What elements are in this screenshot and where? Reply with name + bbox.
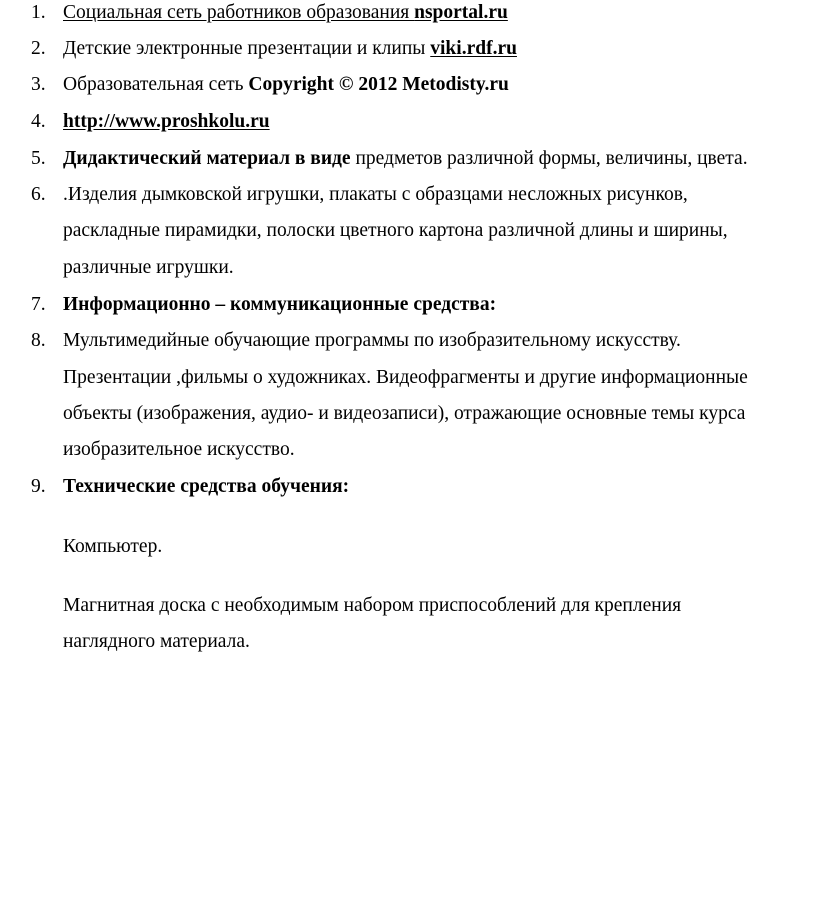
list-text-line: раскладные пирамидки, полоски цветного картона различной длины и ширины, xyxy=(63,220,728,241)
list-text xyxy=(63,72,509,98)
list-text xyxy=(63,292,496,318)
list-text-line: изобразительное искусство. xyxy=(63,439,295,460)
copyright-text: Copyright © 2012 Metodisty.ru xyxy=(248,74,509,95)
bold-heading: Технические средства обучения: xyxy=(63,476,350,497)
viki-link[interactable]: viki.rdf.ru xyxy=(430,38,517,59)
list-text xyxy=(63,0,508,26)
list-text-line: различные игрушки. xyxy=(63,257,234,278)
list-number: 7. xyxy=(31,294,46,315)
paragraph-text: Компьютер. xyxy=(63,536,163,557)
link-text: Социальная сеть работников образования xyxy=(63,2,415,23)
bold-heading: Информационно – коммуникационные средства: xyxy=(63,294,497,315)
list-number: 3. xyxy=(31,74,46,95)
list-number: 5. xyxy=(31,148,46,169)
bold-heading: Дидактический материал в виде xyxy=(63,148,351,169)
list-number: 6. xyxy=(31,184,46,205)
list-text-line: .Изделия дымковской игрушки, плакаты с образцами несложных рисунков, xyxy=(63,184,688,205)
paragraph-text: Магнитная доска с необходимым набором приспособлений для крепления xyxy=(63,595,682,616)
proshkolu-link[interactable]: http://www.proshkolu.ru xyxy=(63,111,270,132)
list-text xyxy=(63,36,517,62)
list-number: 8. xyxy=(31,330,46,351)
list-text xyxy=(63,146,748,172)
nsportal-link[interactable]: nsportal.ru xyxy=(414,2,508,23)
list-number: 1. xyxy=(31,2,46,23)
list-text-line: объекты (изображения, аудио- и видеозаписи), отражающие основные темы курса xyxy=(63,403,746,424)
list-number: 2. xyxy=(31,38,46,59)
plain-text: Детские электронные презентации и клипы xyxy=(63,38,431,59)
plain-text: Образовательная сеть xyxy=(63,74,249,95)
plain-text: предметов различной формы, величины, цвета. xyxy=(350,148,748,169)
list-number: 9. xyxy=(31,476,46,497)
paragraph-text: наглядного материала. xyxy=(63,631,250,652)
list-text-line: Презентации ,фильмы о художниках. Видеофрагменты и другие информационные xyxy=(63,367,748,388)
list-text xyxy=(63,474,349,500)
list-text xyxy=(63,109,270,135)
list-number: 4. xyxy=(31,111,46,132)
list-text-line: Мультимедийные обучающие программы по изобразительному искусству. xyxy=(63,330,681,351)
